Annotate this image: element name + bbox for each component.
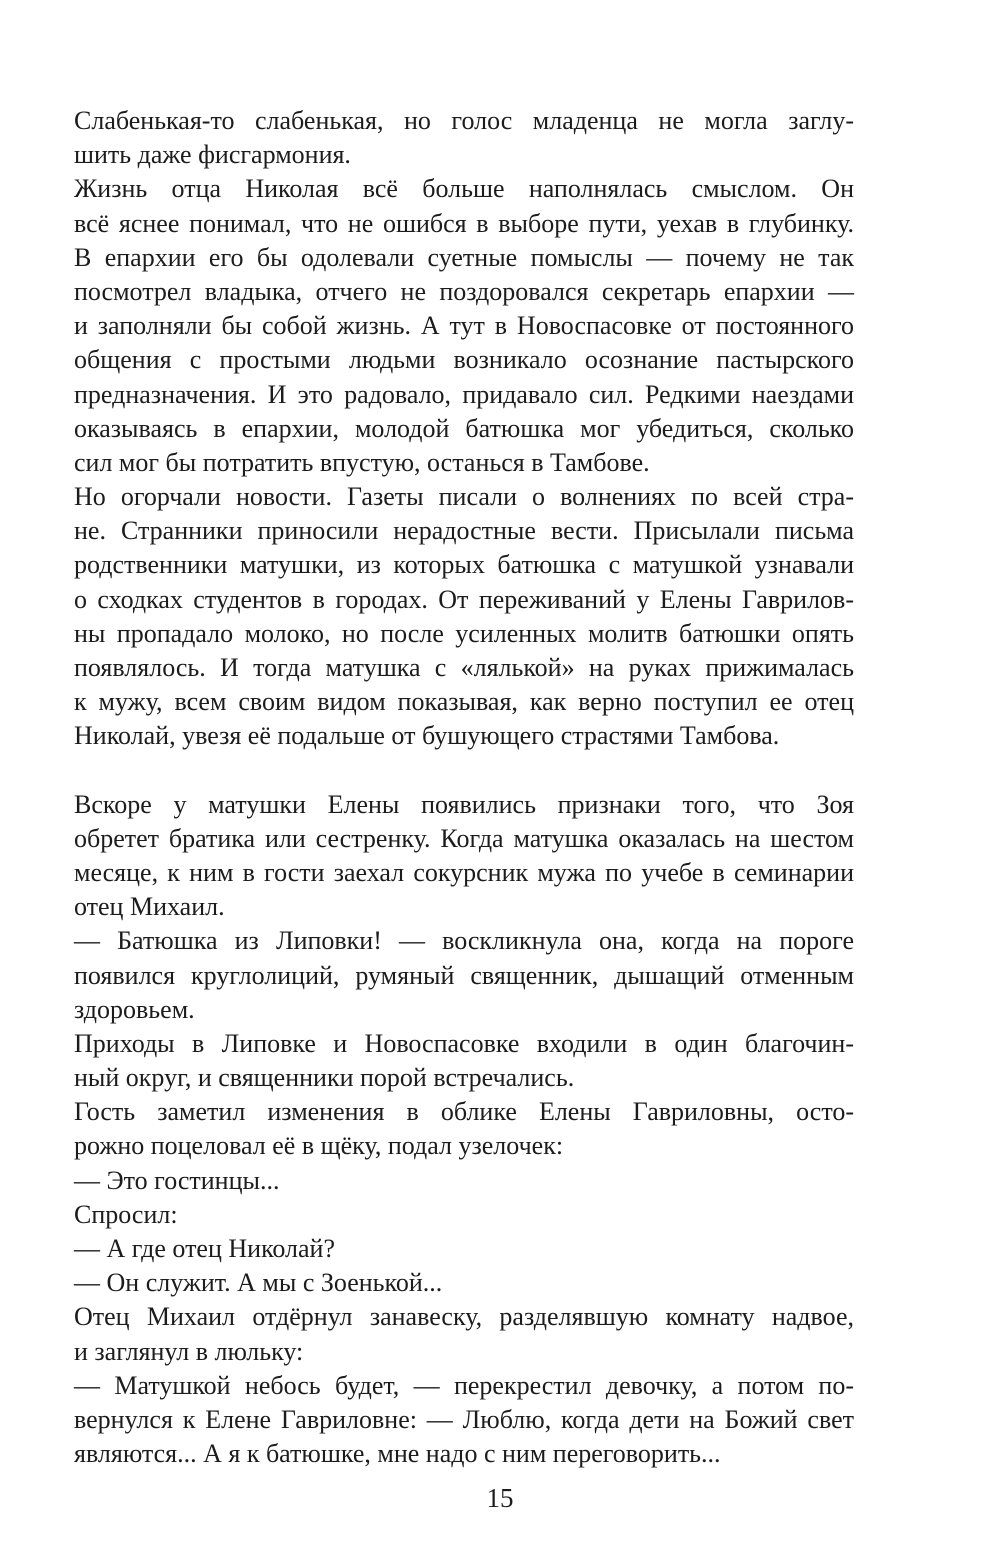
text-line: не. Странники приносили нерадостные вести. Присылали письма <box>74 516 854 546</box>
text-line: В епархии его бы одолевали суетные помыслы — почему не так <box>74 242 854 272</box>
text-line: отец Михаил. <box>74 892 225 922</box>
text-line: родственники матушки, из которых батюшка с матушкой узнавали <box>74 550 854 580</box>
text-line: Гость заметил изменения в облике Елены Гавриловны, осто- <box>74 1097 854 1127</box>
text-line: и заполняли бы собой жизнь. А тут в Новоспасовке от постоянного <box>74 311 854 341</box>
section-break <box>74 754 854 788</box>
text-line: — Матушкой небось будет, — перекрестил девочку, а потом по- <box>74 1370 854 1400</box>
text-line: к мужу, всем своим видом показывая, как верно поступил ее отец <box>74 687 854 717</box>
text-line: Вскоре у матушки Елены появились признаки того, что Зоя <box>74 789 854 819</box>
text-line: Отец Михаил отдёрнул занавеску, разделявшую комнату надвое, <box>74 1302 854 1332</box>
text-line: Слабенькая-то слабенькая, но голос младенца не могла заглу- <box>74 106 854 135</box>
text-line: Приходы в Липовке и Новоспасовке входили в один благочин- <box>74 1028 854 1058</box>
text-line: всё яснее понимал, что не ошибся в выборе пути, уехав в глубинку. <box>74 208 854 238</box>
text-line: появился круглолиций, румяный священник, дышащий отменным <box>74 960 854 990</box>
text-line: появлялось. И тогда матушка с «лялькой» на руках прижималась <box>74 653 854 682</box>
text-line: посмотрел владыка, отчего не поздоровался секретарь епархии — <box>74 276 854 306</box>
text-line: ны пропадало молоко, но после усиленных молитв батюшки опять <box>74 618 854 648</box>
text-line: являются... А я к батюшке, мне надо с ним переговорить... <box>74 1439 721 1469</box>
text-line: Жизнь отца Николая всё больше наполнялась смыслом. Он <box>74 174 854 204</box>
text-line: Спросил: <box>74 1199 178 1229</box>
text-line: оказываясь в епархии, молодой батюшка мог убедиться, сколько <box>74 413 854 443</box>
text-line: обретет братика или сестренку. Когда матушка оказалась на шестом <box>74 823 854 853</box>
text-line: шить даже фисгармония. <box>74 140 351 170</box>
text-line: ный округ, и священники порой встречались. <box>74 1063 575 1093</box>
text-line: — Это гостинцы... <box>74 1165 280 1195</box>
text-line: о сходках студентов в городах. От переживаний у Елены Гаврилов- <box>74 584 854 614</box>
text-line: — Батюшка из Липовки! — воскликнула она, когда на пороге <box>74 926 854 956</box>
text-line: здоровьем. <box>74 994 195 1024</box>
text-line: месяце, к ним в гости заехал сокурсник мужа по учебе в семинарии <box>74 857 854 887</box>
text-line: — А где отец Николай? <box>74 1234 336 1263</box>
text-line: общения с простыми людьми возникало осознание пастырского <box>74 345 854 375</box>
text-line: Николай, увезя её подальше от бушующего страстями Тамбова. <box>74 721 780 751</box>
text-line: — Он служит. А мы с Зоенькой... <box>74 1268 443 1298</box>
text-line: и заглянул в люльку: <box>74 1336 304 1366</box>
page-number: 15 <box>486 1483 514 1513</box>
text-line: Но огорчали новости. Газеты писали о волнениях по всей стра- <box>74 482 854 512</box>
text-line: сил мог бы потратить впустую, останься в Тамбове. <box>74 447 650 477</box>
text-line: предназначения. И это радовало, придавало сил. Редкими наездами <box>74 379 854 409</box>
book-page-text <box>74 104 854 1471</box>
text-line: вернулся к Елене Гавриловне: — Люблю, когда дети на Божий свет <box>74 1404 854 1434</box>
text-line: рожно поцеловал её в щёку, подал узелочек: <box>74 1131 564 1161</box>
